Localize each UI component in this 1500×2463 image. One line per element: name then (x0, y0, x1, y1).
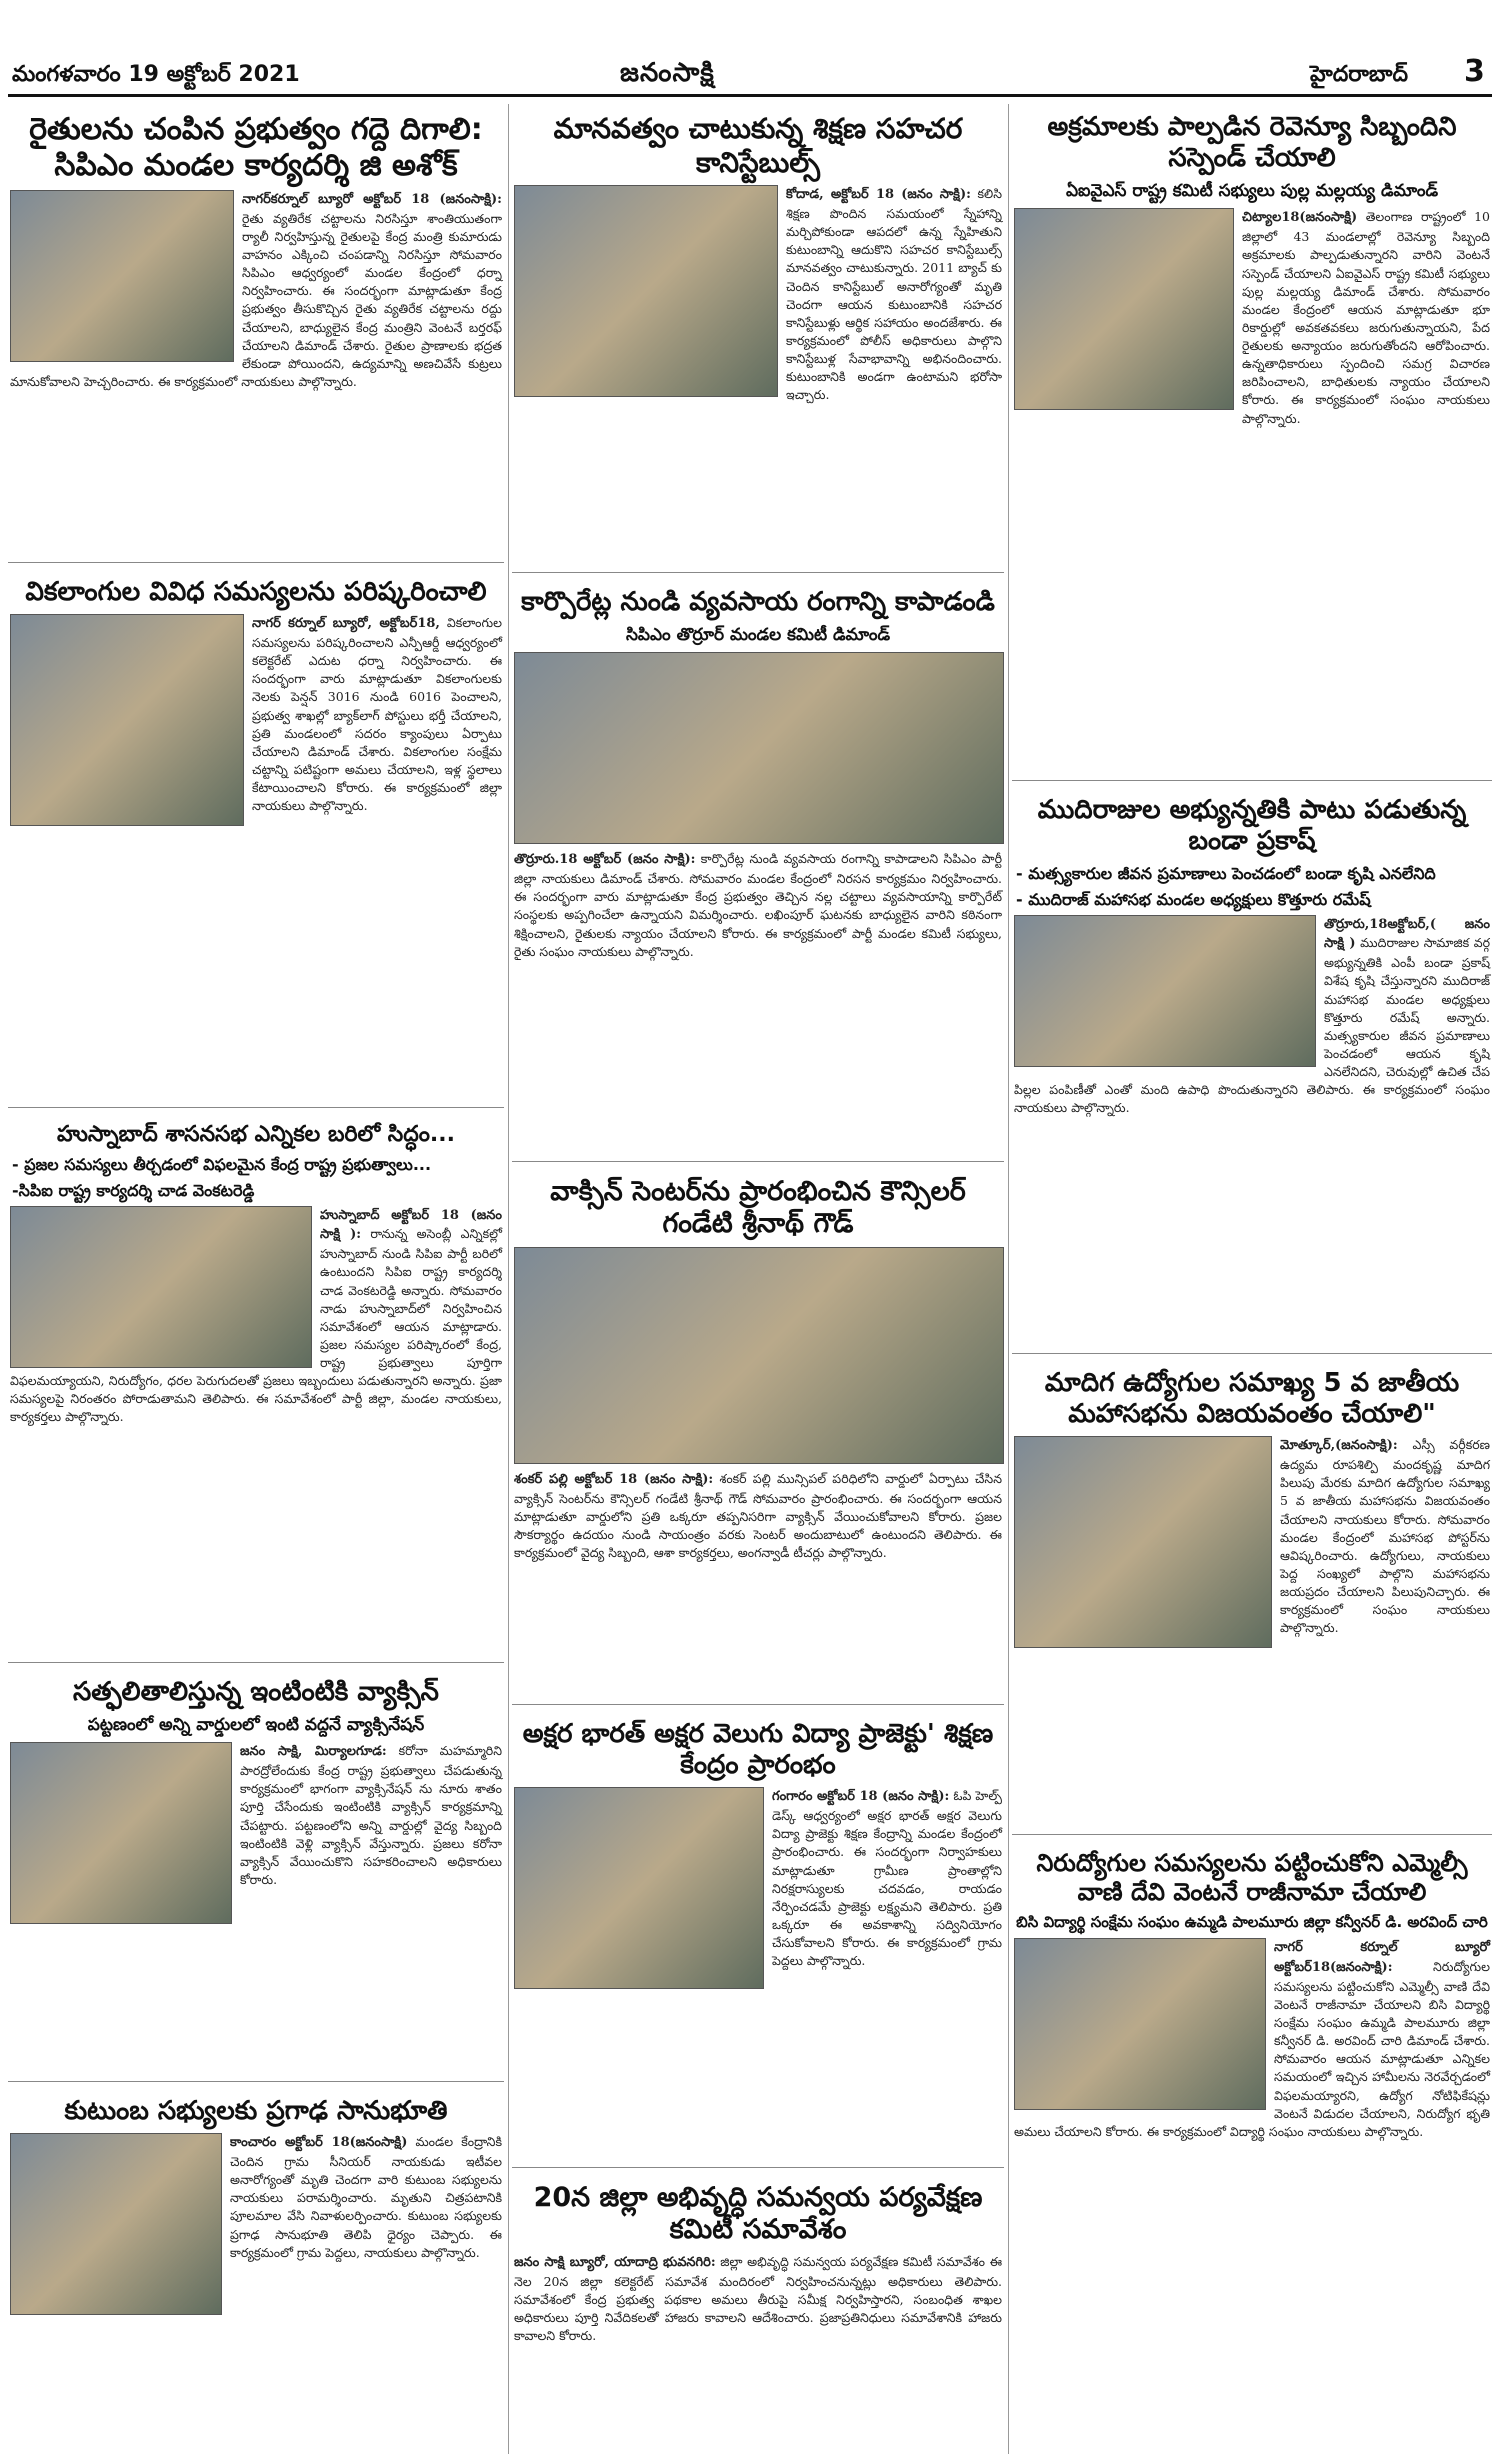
story-madiga (1012, 1360, 1492, 1835)
story-revenue (1012, 104, 1492, 781)
masthead-rule (8, 94, 1492, 97)
story-dateline: కాంచారం అక్టోబర్ 18(జనంసాక్షి) (230, 2135, 408, 2151)
story-dateline: శంకర్ పల్లి అక్టోబర్ 18 (జనం సాక్షి): (514, 1471, 714, 1487)
story-literacy (512, 1711, 1004, 2168)
story-text: శంకర్ పల్లి మున్సిపల్ పరిధిలోని వార్డులో ఏర్పాటు చేసిన వ్యాక్సిన్ సెంటర్‌ను కౌన్సిలర్ గండేటి శ్రీనాథ్ గౌడ్ సోమవారం ప్రారంభించారు. ఈ సందర్భంగా ఆయన మాట్లాడుతూ వార్డులోని ప్రతి ఒక్కరూ తప్పనిసరిగా వ్యాక్సిన్ వేయించుకోవాలని కోరారు. ప్రజల సౌకర్యార్థం ఉదయం నుండి సాయంత్రం వరకు సెంటర్ అందుబాటులో ఉంటుందని తెలిపారు. ఈ కార్యక్రమంలో వైద్య సిబ్బంది, ఆశా కార్యకర్తలు, అంగన్వాడీ టీచర్లు పాల్గొన్నారు. (514, 1470, 1002, 1560)
felicitation-photo (1014, 915, 1316, 1067)
story-body (514, 2253, 1002, 2345)
leader-photo (1014, 208, 1234, 410)
story-headline: కుటుంబ సభ్యులకు ప్రగాఢ సానుభూతి (64, 2096, 448, 2126)
story-constables (512, 104, 1004, 573)
column-divider (1008, 104, 1009, 2454)
story-body (10, 2133, 502, 2319)
agitation-photo (514, 652, 1004, 844)
story-dateline: నాగర్ కర్నూల్ బ్యూరో, అక్టోబర్18, (252, 616, 440, 632)
story-subheadline: ఏఐవైఎస్ రాష్ట్ర కమిటీ సభ్యులు పుల్ల మల్లయ్య డిమాండ్ (1065, 181, 1439, 202)
story-dateline: హుస్నాబాద్ అక్టోబర్ 18 (జనం సాక్షి ): (320, 1207, 502, 1243)
story-text: నిరుద్యోగుల సమస్యలను పట్టించుకోని ఎమ్మెల్సీ వాణి దేవి వెంటనే రాజీనామా చేయాలని బిసి విద్యార్థి సంక్షేమ సంఘం ఉమ్మడి పాలమూరు జిల్లా కన్వీనర్ డి. అరవింద్ చారి డిమాండ్ చేశారు. సోమవారం ఆయన మాట్లాడుతూ ఎన్నికల సమయంలో ఇచ్చిన హామీలను నెరవేర్చడంలో విఫలమయ్యారని, ఉద్యోగ నోటిఫికేషన్లు వెంటనే విడుదల చేయాలని, నిరుద్యోగ భృతి అమలు చేయాలని కోరారు. ఈ కార్యక్రమంలో విద్యార్థి సంఘం నాయకులు పాల్గొన్నారు. (1014, 1958, 1490, 2139)
story-headline: రైతులను చంపిన ప్రభుత్వం గద్దె దిగాలి: సిపిఎం మండల కార్యదర్శి జి అశోక్ (29, 112, 483, 183)
story-body (1014, 1436, 1490, 1652)
story-body (1014, 208, 1490, 427)
story-text: కరోనా మహమ్మారిని పారద్రోలేందుకు కేంద్ర రాష్ట్ర ప్రభుత్వాలు చేపడుతున్న కార్యక్రమంలో భాగంగా వ్యాక్సినేషన్ ను నూరు శాతం పూర్తి చేసేందుకు ఇంటింటికి వ్యాక్సిన్ కార్యక్రమాన్ని చేపట్టారు. పట్టణంలోని అన్ని వార్డుల్లో వైద్య సిబ్బంది ఇంటింటికి వెళ్లి వ్యాక్సిన్ వేస్తున్నారు. ప్రజలు కరోనా వ్యాక్సిన్ వేయించుకొని సహకరించాలని అధికారులు కోరారు. (240, 1743, 502, 1887)
story-headline: వికలాంగుల వివిధ సమస్యలను పరిష్కరించాలి (25, 577, 487, 607)
story-mudiraj (1012, 787, 1492, 1354)
story-subheadline: - ప్రజల సమస్యలు తీర్చడంలో విఫలమైన కేంద్ర రాష్ట్ర ప్రభుత్వాలు... (12, 1155, 432, 1175)
story-agriculture (512, 579, 1004, 1162)
story-text: రానున్న అసెంబ్లీ ఎన్నికల్లో హుస్నాబాద్ నుండి సిపిఐ పార్టీ బరిలో ఉంటుందని సిపిఐ రాష్ట్ర కార్యదర్శి చాడ వెంకటరెడ్డి అన్నారు. సోమవారం నాడు హుస్నాబాద్‌లో నిర్వహించిన సమావేశంలో ఆయన మాట్లాడారు. ప్రజల సమస్యల పరిష్కారంలో కేంద్ర, రాష్ట్ర ప్రభుత్వాలు పూర్తిగా విఫలమయ్యాయని, నిరుద్యోగం, ధరల పెరుగుదలతో ప్రజలు ఇబ్బందులు పడుతున్నారని అన్నారు. ప్రజా సమస్యలపై నిరంతరం పోరాడుతామని తెలిపారు. ఈ సమావేశంలో పార్టీ జిల్లా, మండల నాయకులు, కార్యకర్తలు పాల్గొన్నారు. (10, 1226, 502, 1425)
story-text: ఎస్సీ వర్గీకరణ ఉద్యమ రూపశిల్పి మందకృష్ణ మాదిగ పిలుపు మేరకు మాదిగ ఉద్యోగుల సమాఖ్య 5 వ జాతీయ మహాసభను విజయవంతం చేయాలని నాయకులు కోరారు. సోమవారం మండల కేంద్రంలో మహాసభ పోస్టర్‌ను ఆవిష్కరించారు. ఉద్యోగులు, నాయకులు పెద్ద సంఖ్యలో పాల్గొని మహాసభను జయప్రదం చేయాలని పిలుపునిచ్చారు. ఈ కార్యక్రమంలో సంఘం నాయకులు పాల్గొన్నారు. (1280, 1437, 1490, 1636)
story-text: రైతు వ్యతిరేక చట్టాలను నిరసిస్తూ శాంతియుతంగా ర్యాలీ నిర్వహిస్తున్న రైతులపై కేంద్ర మంత్రి కుమారుడు వాహనం ఎక్కించి చంపడాన్ని నిరసిస్తూ సోమవారం సిపిఎం ఆధ్వర్యంలో మండల కేంద్రంలో ధర్నా నిర్వహించారు. ఈ సందర్భంగా మాట్లాడుతూ కేంద్ర ప్రభుత్వం తీసుకొచ్చిన రైతు వ్యతిరేక చట్టాలను రద్దు చేయాలని, బాధ్యులైన కేంద్ర మంత్రిని వెంటనే బర్తరఫ్ చేయాలని డిమాండ్ చేశారు. రైతుల ప్రాణాలకు భద్రత లేకుండా పోయిందని, ఉద్యమాన్ని అణచివేసే కుట్రలు మానుకోవాలని హెచ్చరించారు. ఈ కార్యక్రమంలో నాయకులు పాల్గొన్నారు. (10, 210, 502, 389)
story-body (10, 614, 502, 830)
story-text: కార్పొరేట్ల నుండి వ్యవసాయ రంగాన్ని కాపాడాలని సిపిఎం పార్టీ జిల్లా నాయకులు డిమాండ్ చేశారు. సోమవారం మండల కేంద్రంలో నిరసన కార్యక్రమం నిర్వహించారు. ఈ సందర్భంగా వారు మాట్లాడుతూ కేంద్ర ప్రభుత్వం తెచ్చిన నల్ల చట్టాలు వ్యవసాయాన్ని కార్పొరేట్ సంస్థలకు అప్పగించేలా ఉన్నాయని విమర్శించారు. లఖింపూర్ ఘటనకు బాధ్యులైన వారిని కఠినంగా శిక్షించాలని, రైతులకు న్యాయం చేయాలని కోరారు. ఈ కార్యక్రమంలో పార్టీ మండల కమిటీ సభ్యులు, రైతు సంఘం నాయకులు పాల్గొన్నారు. (514, 851, 1002, 959)
story-body (10, 190, 502, 391)
page-number: 3 (1464, 54, 1485, 89)
story-headline: మానవత్వం చాటుకున్న శిక్షణ సహచర కానిస్టేబుల్స్ (553, 112, 963, 179)
story-disha-meeting (512, 2174, 1004, 2454)
edition-city: హైదరాబాద్ (1310, 62, 1408, 87)
story-body (514, 1247, 1002, 1562)
vaccination-photo (10, 1742, 232, 1924)
masthead (0, 0, 1500, 88)
story-text: తెలంగాణ రాష్ట్రంలో 10 జిల్లాలో 43 మండలాల్లో రెవెన్యూ సిబ్బంది అక్రమాలకు పాల్పడుతున్నారని వారిని వెంటనే సస్పెండ్ చేయాలని ఏఐవైఎస్ రాష్ట్ర కమిటీ సభ్యులు పుల్ల మల్లయ్య డిమాండ్ చేశారు. సోమవారం మండల కేంద్రంలో ఆయన మాట్లాడుతూ భూ రికార్డుల్లో అవకతవకలు జరుగుతున్నాయని, పేద రైతులకు అన్యాయం జరుగుతోందని ఆరోపించారు. ఉన్నతాధికారులు స్పందించి సమగ్ర విచారణ జరిపించాలని, బాధితులకు న్యాయం చేయాలని కోరారు. ఈ కార్యక్రమంలో సంఘం నాయకులు పాల్గొన్నారు. (1242, 209, 1490, 426)
story-dateline: మోత్కూర్,(జనంసాక్షి): (1280, 1438, 1398, 1454)
issue-date: మంగళవారం 19 అక్టోబర్ 2021 (12, 62, 300, 87)
story-body (1014, 1938, 1490, 2141)
story-farmers (8, 104, 504, 563)
story-text: ముదిరాజుల సామాజిక వర్గ అభ్యున్నతికి ఎంపీ బండా ప్రకాష్ విశేష కృషి చేస్తున్నారని ముదిరాజ్ మహాసభ మండల అధ్యక్షులు కొత్తూరు రమేష్ అన్నారు. మత్స్యకారుల జీవన ప్రమాణాలు పెంచడంలో ఆయన కృషి ఎనలేనిదని, చెరువుల్లో ఉచిత చేప పిల్లల పంపిణీతో ఎంతో మంది ఉపాధి పొందుతున్నారని తెలిపారు. ఈ కార్యక్రమంలో సంఘం నాయకులు పాల్గొన్నారు. (1014, 935, 1490, 1116)
column-right (1012, 104, 1492, 2454)
story-dateline: జనం సాక్షి బ్యూరో, యాదాద్రి భువనగిరి: (514, 2254, 716, 2270)
column-divider (508, 104, 509, 2454)
story-body (514, 185, 1002, 404)
literacy-centre-photo (514, 1787, 764, 1989)
story-vaccine-centre (512, 1168, 1004, 1705)
story-dateline: చిట్యాల18(జనంసాక్షి) (1242, 210, 1358, 226)
story-body (10, 1206, 502, 1427)
donation-photo (514, 185, 778, 397)
story-dateline: గంగారం అక్టోబర్ 18 (జనం సాక్షి): (772, 1789, 950, 1805)
story-dateline: తొర్రూరు,18అక్టోబర్,( జనం సాక్షి ) (1324, 916, 1490, 952)
story-headline: మాదిగ ఉద్యోగుల సమాఖ్య 5 వ జాతీయ మహాసభను విజయవంతం చేయాలి" (1044, 1368, 1460, 1430)
story-text: జిల్లా అభివృద్ధి సమన్వయ పర్యవేక్షణ కమిటీ సమావేశం ఈ నెల 20న జిల్లా కలెక్టరేట్ సమావేశ మందిరంలో నిర్వహించనున్నట్లు అధికారులు తెలిపారు. సమావేశంలో కేంద్ర ప్రభుత్వ పథకాల అమలు తీరుపై సమీక్ష నిర్వహిస్తారని, సంబంధిత శాఖల అధికారులు పూర్తి నివేదికలతో హాజరు కావాలని ఆదేశించారు. ప్రజాప్రతినిధులు సమావేశానికి హాజరు కావాలని కోరారు. (514, 2253, 1002, 2343)
story-disabled (8, 569, 504, 1108)
column-left (8, 104, 504, 2454)
story-dateline: నాగర్‌కర్నూల్ బ్యూరో అక్టోబర్ 18 (జనంసాక్షి): (242, 192, 502, 207)
story-dateline: నాగర్ కర్నూల్ బ్యూరో అక్టోబర్18(జనంసాక్షి): (1274, 1940, 1490, 1975)
vaccine-centre-photo (514, 1247, 1004, 1464)
story-headline: సత్ఫలితాలిస్తున్న ఇంటింటికి వ్యాక్సిన్ (73, 1677, 439, 1707)
dharna-photo (10, 614, 244, 826)
story-husnabad (8, 1114, 504, 1663)
story-subheadline: - ముదిరాజ్ మహాసభ మండల అధ్యక్షులు కొత్తూరు రమేష్ (1016, 889, 1371, 909)
meeting-photo (10, 1206, 312, 1368)
story-subheadline: బిసి విద్యార్థి సంక్షేమ సంఘం ఉమ్మడి పాలమూరు జిల్లా కన్వీనర్ డి. అరవింద్ చారి (1016, 1912, 1488, 1931)
newspaper-logo: జనంసాక్షి (620, 58, 715, 88)
story-subheadline: సిపిఎం తొర్రూర్ మండల కమిటీ డిమాండ్ (625, 625, 891, 646)
story-text: వికలాంగుల సమస్యలను పరిష్కరించాలని ఎన్పీఆర్డీ ఆధ్వర్యంలో కలెక్టరేట్ ఎదుట ధర్నా నిర్వహించారు. ఈ సందర్భంగా వారు మాట్లాడుతూ వికలాంగులకు నెలకు పెన్షన్ 3016 నుండి 6016 పెంచాలని, ప్రభుత్వ శాఖల్లో బ్యాక్‌లాగ్ పోస్టులు భర్తీ చేయాలని, ప్రతి మండలంలో సదరం క్యాంపులు ఏర్పాటు చేయాలని డిమాండ్ చేశారు. వికలాంగుల సంక్షేమ చట్టాన్ని పటిష్టంగా అమలు చేయాలని, ఇళ్ల స్థలాలు కేటాయించాలని కోరారు. ఈ కార్యక్రమంలో జిల్లా నాయకులు పాల్గొన్నారు. (252, 615, 502, 814)
story-text: మండల కేంద్రానికి చెందిన గ్రామ సీనియర్ నాయకుడు ఇటీవల అనారోగ్యంతో మృతి చెందగా వారి కుటుంబ సభ్యులను నాయకులు పరామర్శించారు. మృతుని చిత్రపటానికి పూలమాల వేసి నివాళులర్పించారు. కుటుంబ సభ్యులకు ప్రగాఢ సానుభూతి తెలిపి ధైర్యం చెప్పారు. ఈ కార్యక్రమంలో గ్రామ పెద్దలు, నాయకులు పాల్గొన్నారు. (230, 2134, 502, 2260)
story-dateline: కోదాడ, అక్టోబర్ 18 (జనం సాక్షి): (786, 187, 971, 203)
story-subheadline: పట్టణంలో అన్ని వార్డులలో ఇంటి వద్దనే వ్యాక్సినేషన్ (87, 1715, 425, 1736)
students-photo (1014, 1938, 1266, 2110)
story-condolence (8, 2088, 504, 2454)
story-headline: కార్పొరేట్ల నుండి వ్యవసాయ రంగాన్ని కాపాడండి (521, 587, 995, 617)
story-body (1014, 915, 1490, 1118)
story-dateline: జనం సాక్షి, మిర్యాలగూడ: (240, 1744, 387, 1760)
column-middle (512, 104, 1004, 2454)
story-headline: నిరుద్యోగుల సమస్యలను పట్టించుకోని ఎమ్మెల్సీ వాణి దేవి వెంటనే రాజీనామా చేయాలి (1036, 1849, 1468, 1906)
story-text: కలిసి శిక్షణ పొందిన సమయంలో స్నేహాన్ని మర్చిపోకుండా ఆపదలో ఉన్న స్నేహితుని కుటుంబాన్ని ఆదుకొని సహచర కానిస్టేబుల్స్ మానవత్వం చాటుకున్నారు. 2011 బ్యాచ్ కు చెందిన కానిస్టేబుల్ అనారోగ్యంతో మృతి చెందగా ఆయన కుటుంబానికి సహచర కానిస్టేబుళ్లు ఆర్థిక సహాయం అందజేశారు. ఈ కార్యక్రమంలో పోలీస్ అధికారులు పాల్గొని కానిస్టేబుళ్ల సేవాభావాన్ని అభినందించారు. కుటుంబానికి అండగా ఉంటామని భరోసా ఇచ్చారు. (786, 186, 1002, 403)
condolence-photo (10, 2133, 222, 2315)
story-dateline: తొర్రూరు.18 అక్టోబర్ (జనం సాక్షి): (514, 852, 696, 868)
story-mlc-resign (1012, 1841, 1492, 2454)
poster-launch-photo (1014, 1436, 1272, 1648)
story-headline: అక్రమాలకు పాల్పడిన రెవెన్యూ సిబ్బందిని సస్పెండ్ చేయాలి (1047, 112, 1457, 174)
story-body (10, 1742, 502, 1928)
story-body (514, 652, 1002, 960)
protest-photo (10, 190, 234, 362)
story-body (514, 1787, 1002, 1993)
story-headline: వాక్సిన్ సెంటర్‌ను ప్రారంభించిన కౌన్సిలర్ గండేటి శ్రీనాథ్ గౌడ్ (550, 1176, 966, 1240)
story-vaccine-door (8, 1669, 504, 2082)
story-headline: హుస్నాబాద్ శాసనసభ ఎన్నికల బరిలో సిద్ధం... (57, 1122, 455, 1147)
story-headline: అక్షర భారత్ అక్షర వెలుగు విద్యా ప్రాజెక్టు' శిక్షణ కేంద్రం ప్రారంభం (522, 1719, 994, 1781)
story-subheadline: - మత్స్యకారుల జీవన ప్రమాణాలు పెంచడంలో బండా కృషి ఎనలేనిది (1016, 864, 1436, 884)
story-headline: ముదిరాజుల అభ్యున్నతికి పాటు పడుతున్న బండా ప్రకాష్ (1037, 795, 1467, 857)
story-text: ఓపి హెల్ప్ డెస్క్ ఆధ్వర్యంలో అక్షర భారత్ అక్షర వెలుగు విద్యా ప్రాజెక్టు శిక్షణ కేంద్రాన్ని మండల కేంద్రంలో ప్రారంభించారు. ఈ సందర్భంగా నిర్వాహకులు మాట్లాడుతూ గ్రామీణ ప్రాంతాల్లోని నిరక్షరాస్యులకు చదవడం, రాయడం నేర్పించడమే ప్రాజెక్టు లక్ష్యమని తెలిపారు. ప్రతి ఒక్కరూ ఈ అవకాశాన్ని సద్వినియోగం చేసుకోవాలని కోరారు. ఈ కార్యక్రమంలో గ్రామ పెద్దలు పాల్గొన్నారు. (772, 1788, 1003, 1969)
story-subheadline: -సిపిఐ రాష్ట్ర కార్యదర్శి చాడ వెంకటరెడ్డి (12, 1180, 255, 1200)
story-headline: 20న జిల్లా అభివృద్ధి సమన్వయ పర్యవేక్షణ కమిటీ సమావేశం (533, 2182, 983, 2246)
